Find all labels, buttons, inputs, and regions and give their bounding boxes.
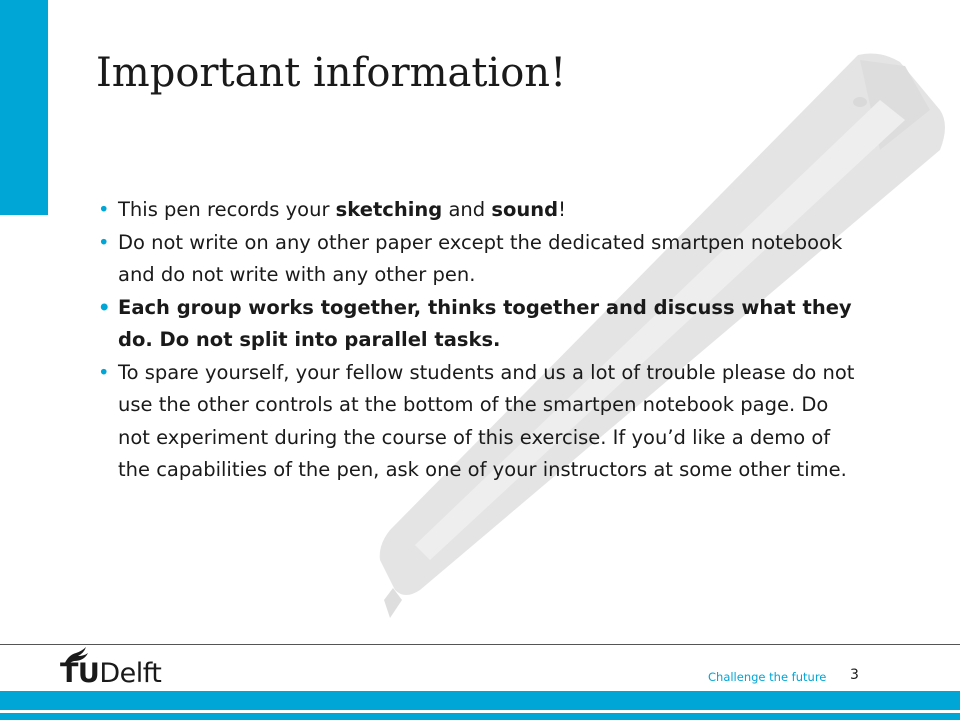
bullet-text: This pen records your [118, 198, 336, 221]
bullet-bold-text: sound [491, 198, 559, 221]
bullet-item [98, 292, 858, 357]
bullet-text: and [442, 198, 492, 221]
bullet-item [98, 357, 858, 487]
slide-title: Important information! [96, 50, 567, 96]
bullet-text: Do not write on any other paper except the dedicated smartpen notebook and do not write with any other pen. [118, 230, 843, 286]
footer-divider [0, 644, 960, 645]
bullet-list [98, 194, 858, 487]
bullet-text: To spare yourself, your fellow students and us a lot of trouble please do not use the other controls at the bottom of the smartpen notebook page. Do not experiment during the course of this exercise. If you’d like a demo of the capabilities of the pen, ask one of your instructors at some other time. [118, 360, 855, 481]
tu-delft-logo [60, 658, 161, 689]
page-number: 3 [850, 667, 859, 683]
logo-delft: Delft [99, 658, 162, 689]
bullet-text: ! [558, 198, 566, 221]
bullet-bold-text: Each group works together, thinks together and discuss what they do. Do not split into parallel tasks. [118, 295, 852, 351]
accent-bar [0, 0, 48, 215]
bullet-item [98, 227, 858, 292]
bullet-item [98, 194, 858, 227]
bottom-band-stripe [0, 710, 960, 713]
bullet-bold-text: sketching [335, 198, 443, 221]
tagline: Challenge the future [708, 670, 827, 684]
logo-tu: TU [60, 658, 100, 689]
bottom-band [0, 691, 960, 720]
